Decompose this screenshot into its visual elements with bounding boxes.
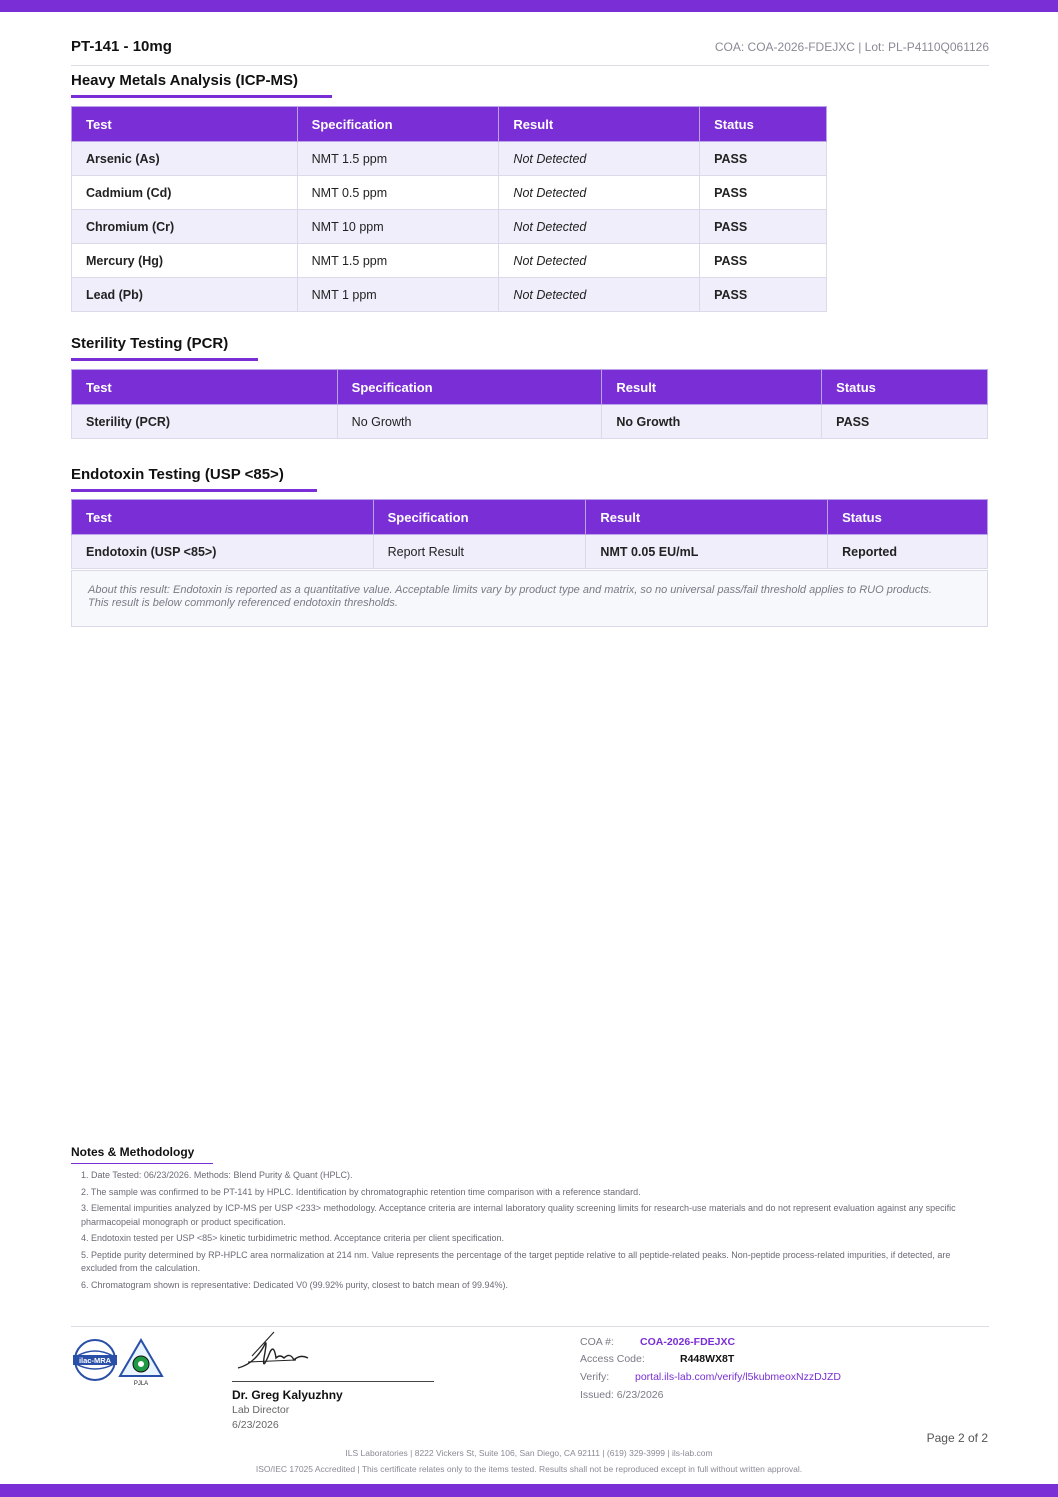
table-row <box>72 210 827 244</box>
accreditation-note: ISO/IEC 17025 Accredited | This certificate relates only to the items tested. Results shall not be reproduced except in full without written approval. <box>255 1464 803 1474</box>
note-line: About this result: Endotoxin is reported as a quantitative value. Acceptable limits vary by product type and matrix, so no universal pass/fail threshold applies to RUO products. <box>88 584 932 596</box>
column-header: Specification <box>297 107 499 142</box>
note-line: This result is below commonly referenced endotoxin thresholds. <box>88 597 398 609</box>
coa-reference: COA: COA-2026-FDEJXC | Lot: PL-P4110Q061126 <box>714 40 989 54</box>
notes-title: Notes & Methodology <box>71 1145 213 1164</box>
column-header: Test <box>72 500 374 535</box>
table-header-row <box>72 500 988 535</box>
endotoxin-title: Endotoxin Testing (USP <85>) <box>71 466 317 492</box>
table-row <box>72 244 827 278</box>
heavy-metals-title: Heavy Metals Analysis (ICP-MS) <box>71 72 332 98</box>
top-accent-bar <box>0 0 1058 12</box>
column-header: Test <box>72 370 338 405</box>
status-cell: PASS <box>700 278 827 312</box>
result-cell: Not Detected <box>499 142 700 176</box>
footer-divider <box>71 1326 989 1327</box>
endotoxin-table <box>71 499 988 569</box>
signature-line <box>232 1381 434 1382</box>
sterility-table <box>71 369 988 439</box>
note-item: 2. The sample was confirmed to be PT-141 by HPLC. Identification by chromatographic retention time comparison with a reference standard. <box>81 1186 641 1197</box>
note-item: 5. Peptide purity determined by RP-HPLC area normalization at 214 nm. Value represents the percentage of the target peptide relative to all peptide-related peaks. Non-peptide process-related impurities, if detected, are excluded from the calculation. <box>81 1249 951 1273</box>
heavy-metals-table <box>71 106 827 312</box>
status-cell: PASS <box>822 405 988 439</box>
column-header: Status <box>822 370 988 405</box>
table-row <box>72 142 827 176</box>
test-cell: Cadmium (Cd) <box>72 176 298 210</box>
spec-cell: Report Result <box>373 535 586 569</box>
column-header: Test <box>72 107 298 142</box>
page-number: Page 2 of 2 <box>926 1431 988 1445</box>
coa-number: COA-2026-FDEJXC <box>640 1336 736 1348</box>
result-cell: Not Detected <box>499 278 700 312</box>
result-cell: NMT 0.05 EU/mL <box>586 535 828 569</box>
note-item: 1. Date Tested: 06/23/2026. Methods: Blend Purity & Quant (HPLC). <box>81 1170 353 1180</box>
test-cell: Mercury (Hg) <box>72 244 298 278</box>
spec-cell: NMT 1.5 ppm <box>297 142 499 176</box>
ilac-seal-text: ilac-MRA <box>78 1356 112 1365</box>
note-item: 4. Endotoxin tested per USP <85> kinetic turbidimetric method. Acceptance criteria per client specification. <box>81 1233 505 1243</box>
test-cell: Sterility (PCR) <box>72 405 338 439</box>
result-cell: Not Detected <box>499 176 700 210</box>
result-cell: Not Detected <box>499 210 700 244</box>
ilac-seal-icon <box>71 1338 119 1387</box>
note-item: 3. Elemental impurities analyzed by ICP-MS per USP <233> methodology. Acceptance criteria are internal laboratory quality screening limits for research-use materials and do not represent evaluation against any specific pharmacopeial monograph or product specification. <box>81 1203 956 1227</box>
endotoxin-note <box>71 570 988 627</box>
result-cell: No Growth <box>602 405 822 439</box>
status-cell: PASS <box>700 142 827 176</box>
issued-date: Issued: 6/23/2026 <box>580 1389 664 1401</box>
test-cell: Lead (Pb) <box>72 278 298 312</box>
column-header: Specification <box>373 500 586 535</box>
sterility-title: Sterility Testing (PCR) <box>71 335 258 361</box>
pjla-seal-icon <box>118 1338 164 1395</box>
status-cell: Reported <box>828 535 988 569</box>
pjla-seal-text: PJLA <box>133 1381 149 1387</box>
note-item: 6. Chromatogram shown is representative: Dedicated V0 (99.92% purity, closest to batch mean of 99.94%). <box>81 1279 509 1290</box>
verify-label: Verify: <box>580 1371 610 1383</box>
table-row <box>72 405 988 439</box>
bottom-accent-bar <box>0 1484 1058 1497</box>
column-header: Status <box>700 107 827 142</box>
table-header-row <box>72 370 988 405</box>
table-row <box>72 278 827 312</box>
table-header-row <box>72 107 827 142</box>
column-header: Result <box>602 370 822 405</box>
signer-role: Lab Director <box>232 1404 290 1416</box>
test-cell: Arsenic (As) <box>72 142 298 176</box>
signer-name: Dr. Greg Kalyuzhny <box>232 1388 343 1402</box>
test-cell: Chromium (Cr) <box>72 210 298 244</box>
table-row <box>72 535 988 569</box>
table-row <box>72 176 827 210</box>
column-header: Result <box>499 107 700 142</box>
notes-list <box>81 1169 986 1295</box>
page-header <box>71 36 989 66</box>
signature-date: 6/23/2026 <box>232 1419 279 1431</box>
column-header: Specification <box>337 370 602 405</box>
spec-cell: NMT 10 ppm <box>297 210 499 244</box>
product-title: PT-141 - 10mg <box>71 38 172 55</box>
test-cell: Endotoxin (USP <85>) <box>72 535 374 569</box>
column-header: Status <box>828 500 988 535</box>
verify-link[interactable]: portal.ils-lab.com/verify/l5kubmeoxNzzDJZD <box>635 1371 841 1383</box>
status-cell: PASS <box>700 176 827 210</box>
spec-cell: NMT 1.5 ppm <box>297 244 499 278</box>
status-cell: PASS <box>700 210 827 244</box>
access-label: Access Code: <box>580 1353 645 1365</box>
spec-cell: No Growth <box>337 405 602 439</box>
result-cell: Not Detected <box>499 244 700 278</box>
access-code: R448WX8T <box>680 1353 735 1365</box>
column-header: Result <box>586 500 828 535</box>
coa-label: COA #: <box>580 1336 614 1348</box>
status-cell: PASS <box>700 244 827 278</box>
signature-icon <box>234 1328 314 1383</box>
spec-cell: NMT 1 ppm <box>297 278 499 312</box>
lab-address: ILS Laboratories | 8222 Vickers St, Suite 106, San Diego, CA 92111 | (619) 329-3999 | ils-lab.com <box>345 1448 713 1458</box>
spec-cell: NMT 0.5 ppm <box>297 176 499 210</box>
